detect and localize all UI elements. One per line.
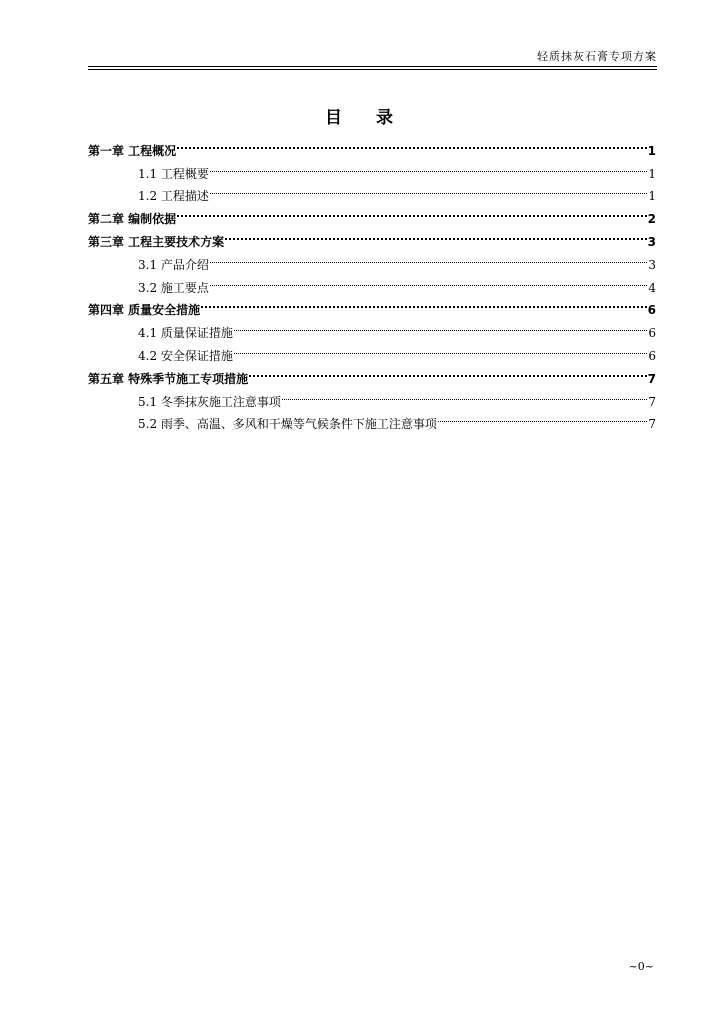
table-of-contents: [88, 132, 656, 432]
toc-entry-page: 3: [648, 257, 656, 272]
toc-entry-label: 第三章 工程主要技术方案: [88, 234, 225, 249]
toc-leader-dots: [438, 406, 647, 429]
toc-entry-page: 2: [647, 212, 656, 227]
toc-leader-dots: [177, 132, 646, 155]
toc-entry-label: 3.2 施工要点: [138, 280, 209, 295]
toc-leader-dots: [210, 155, 647, 178]
toc-leader-dots: [210, 246, 647, 269]
toc-entry-label: 1.2 工程描述: [138, 189, 209, 204]
toc-entry[interactable]: [88, 132, 656, 158]
page-number: ~0~: [628, 960, 654, 973]
toc-title: 目 录: [325, 108, 407, 128]
toc-entry-label: 4.1 质量保证措施: [138, 326, 233, 341]
toc-entry-page: 1: [647, 143, 656, 158]
toc-entry-label: 5.2 雨季、高温、多风和干燥等气候条件下施工注意事项: [138, 417, 437, 432]
toc-entry-label: 3.1 产品介绍: [138, 257, 209, 272]
toc-leader-dots: [225, 223, 646, 246]
toc-entry-label: 第一章 工程概况: [88, 143, 177, 158]
toc-entry-page: 7: [648, 417, 656, 432]
header-rule: [88, 66, 657, 67]
toc-leader-dots: [282, 383, 647, 406]
toc-entry-page: 3: [647, 234, 656, 249]
toc-leader-dots: [210, 178, 647, 201]
toc-entry-label: 第四章 质量安全措施: [88, 303, 201, 318]
toc-leader-dots: [210, 269, 647, 292]
toc-leader-dots: [177, 200, 646, 223]
toc-entry-label: 4.2 安全保证措施: [138, 348, 233, 363]
header-title: 轻质抹灰石膏专项方案: [537, 50, 657, 63]
toc-leader-dots: [234, 337, 647, 360]
toc-entry-page: 7: [648, 394, 656, 409]
toc-entry-page: 6: [647, 303, 656, 318]
toc-entry-label: 1.1 工程概要: [138, 166, 209, 181]
toc-leader-dots: [234, 314, 647, 337]
header-rule-thick: [88, 69, 657, 70]
toc-entry-page: 4: [648, 280, 656, 295]
toc-entry-label: 第五章 特殊季节施工专项措施: [88, 371, 249, 386]
toc-entry-page: 1: [648, 166, 656, 181]
toc-entry-label: 5.1 冬季抹灰施工注意事项: [138, 394, 281, 409]
toc-entry-page: 6: [648, 348, 656, 363]
toc-entry-label: 第二章 编制依据: [88, 212, 177, 227]
toc-leader-dots: [249, 360, 646, 383]
toc-leader-dots: [201, 292, 646, 315]
toc-entry-page: 7: [647, 371, 656, 386]
page-header: [88, 50, 657, 68]
toc-entry-page: 6: [648, 326, 656, 341]
toc-entry-page: 1: [648, 189, 656, 204]
